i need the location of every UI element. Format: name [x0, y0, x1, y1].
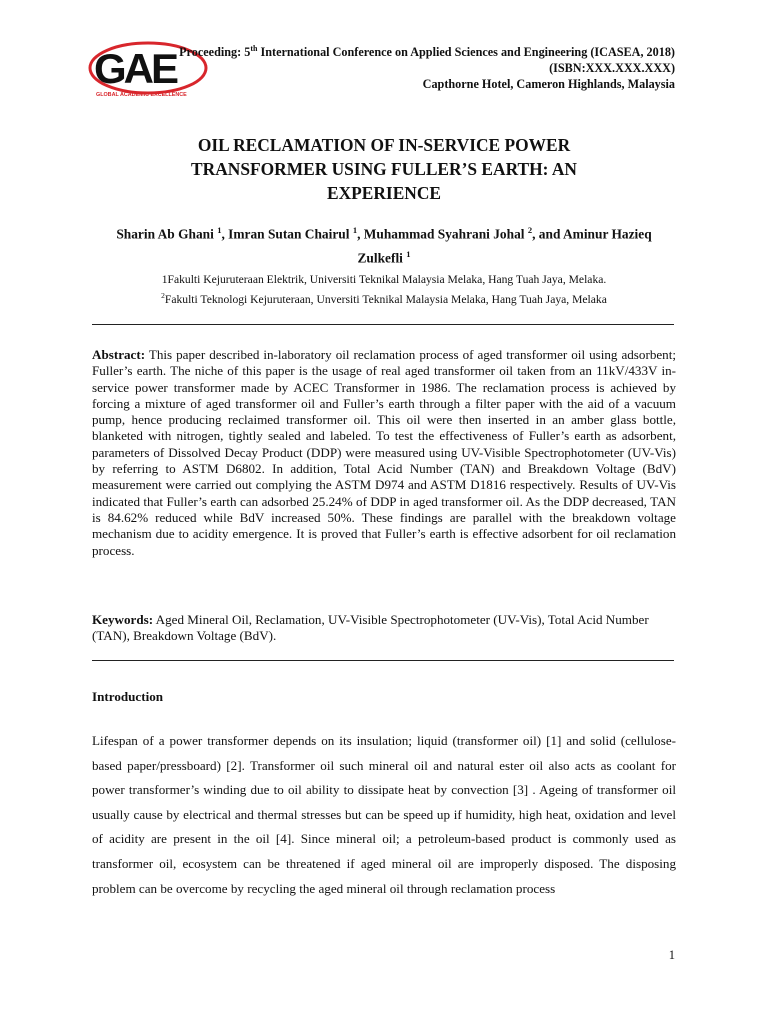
affiliation-2: $^2$Fakulti Teknologi Kejuruteraan, Unversiti Teknikal Malaysia Melaka, Hang Tuah Jaya, Melaka [161, 291, 607, 306]
author-list: Sharin Ab Ghani $^1$, Imran Sutan Chairul $^1$, Muhammad Syahrani Johal $^2$, and Aminur Hazieq Zulkefli $^1$ [116, 225, 652, 266]
keywords-text: Aged Mineral Oil, Reclamation, UV-Visible Spectrophotometer (UV-Vis), Total Acid Number (TAN), Breakdown Voltage (BdV). [92, 612, 649, 644]
abstract-label: Abstract: [92, 347, 146, 362]
conference-name: Proceeding: 5th International Conference on Applied Sciences and Engineering (ICASEA, 2018) [179, 44, 675, 60]
affiliation-1: 1Fakulti Kejuruteraan Elektrik, Universiti Teknikal Malaysia Melaka, Hang Tuah Jaya, Melaka. [161, 273, 607, 286]
logo-text: GAE [94, 45, 177, 92]
page-number: 1 [668, 948, 675, 962]
logo-tagline: GLOBAL ACADEMIC EXCELLENCE [96, 92, 187, 98]
title-line: OIL RECLAMATION OF IN-SERVICE POWER [197, 135, 571, 155]
title-line: EXPERIENCE [326, 183, 442, 203]
affiliations [92, 272, 676, 308]
conference-header [135, 41, 675, 92]
introduction-paragraph: Lifespan of a power transformer depends on its insulation; liquid (transformer oil) [1] and solid (cellulose-based paper/pressboard) [2]. Transformer oil such mineral oil and natural ester oil also acts as coolant for power transformer’s winding due to oil ability to dissipate heat by convection [3] . Ageing of transformer oil usually cause by electrical and thermal stresses but can be speed up if humidity, high heat, oxidation and level of acidity are present in the oil [4]. Since mineral oil; a petroleum-based product is commonly used as transformer oil, ecosystem can be threatened if aged mineral oil are improperly disposed. The disposing problem can be overcome by recycling the aged mineral oil through reclamation process [92, 733, 676, 896]
abstract-text: This paper described in-laboratory oil reclamation process of aged transformer oil using adsorbent; Fuller’s earth. The niche of this paper is the usage of real aged transformer oil taken from an 11kV/433V in-service power transformer made by ACEC Transformer in 1986. The reclamation process is achieved by forcing a mixture of aged transformer oil and Fuller’s earth through a filter paper with the aid of a vacuum pump, hence producing reclaimed transformer oil. This oil were then inserted in an amber glass bottle, blanketed with nitrogen, tightly sealed and labeled. To test the effectiveness of Fuller’s earth as adsorbent, parameters of Dissolved Decay Product (DDP) were measured using UV-Visible Spectrophotometer (UV-Vis) by referring to ASTM D6802. In addition, Total Acid Number (TAN) and Breakdown Voltage (BdV) measurement were carried out complying the ASTM D974 and ASTM D1816 respectively. Results of UV-Vis indicated that Fuller’s earth can adsorbed 25.24% of DDP in aged transformer oil. As the DDP decreased, TAN is 84.62% reduced while BdV increased 50%. These findings are parallel with the breakdown voltage mechanism due to acidity emergence. It is proved that Fuller’s earth is effective adsorbent for oil reclamation process. [92, 347, 676, 558]
abstract [92, 347, 676, 559]
isbn: (ISBN:XXX.XXX.XXX) [549, 61, 675, 76]
author-affiliation-mark: 1 [406, 249, 411, 260]
author-name: Imran Sutan Chairul [228, 226, 350, 242]
author-affiliation-mark: 1 [352, 225, 358, 235]
title-line: TRANSFORMER USING FULLER’S EARTH: AN [191, 159, 577, 179]
divider-bottom [92, 660, 674, 661]
author-name: Aminur Hazieq Zulkefli [357, 226, 652, 266]
keywords [92, 612, 676, 645]
author-name: Sharin Ab Ghani [116, 226, 214, 242]
author-affiliation-mark: 2 [527, 225, 533, 235]
section-heading-introduction: Introduction [92, 689, 164, 704]
divider-top [92, 324, 674, 325]
paper-title [92, 133, 676, 205]
author-affiliation-mark: 1 [217, 225, 222, 235]
venue: Capthorne Hotel, Cameron Highlands, Malaysia [422, 77, 675, 92]
author-name: Muhammad Syahrani Johal [363, 226, 525, 242]
keywords-label: Keywords: [92, 612, 154, 627]
